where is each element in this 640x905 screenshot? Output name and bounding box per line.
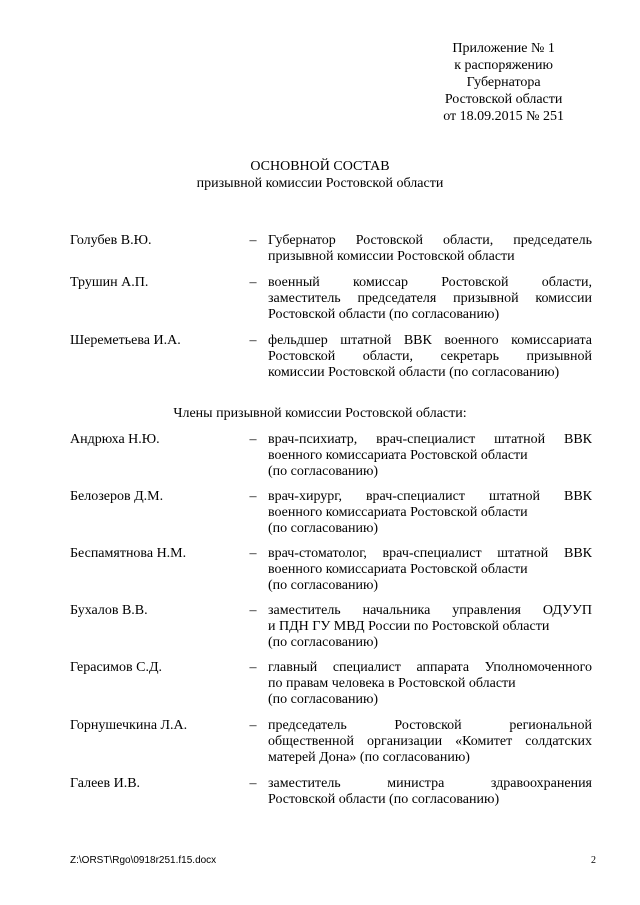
- person-position: [268, 718, 592, 766]
- person-name: Трушин А.П.: [70, 275, 149, 290]
- document-title: [0, 158, 640, 192]
- title-main: ОСНОВНОЙ СОСТАВ: [250, 159, 390, 174]
- position-line: (по согласованию): [268, 521, 379, 536]
- position-line: фельдшер штатной ВВК военного комиссариата: [268, 333, 592, 348]
- person-position: [268, 233, 592, 265]
- person-position: [268, 776, 592, 808]
- position-line: военного комиссариата Ростовской области: [268, 505, 528, 520]
- dash-separator: –: [249, 603, 257, 618]
- position-line: призывной комиссии Ростовской области: [268, 249, 515, 264]
- position-line: заместитель председателя призывной комиссии: [268, 291, 592, 306]
- person-name: Голубев В.Ю.: [70, 233, 152, 248]
- dash-separator: –: [249, 432, 257, 447]
- position-line: общественной организации «Комитет солдатских: [268, 734, 592, 749]
- position-line: военного комиссариата Ростовской области: [268, 562, 528, 577]
- person-name: Шереметьева И.А.: [70, 333, 181, 348]
- person-name: Белозеров Д.М.: [70, 489, 164, 504]
- person-name: Герасимов С.Д.: [70, 660, 163, 675]
- position-line: Ростовской области, секретарь призывной: [268, 349, 592, 364]
- person-name: Бухалов В.В.: [70, 603, 148, 618]
- dash-separator: –: [249, 546, 257, 561]
- appendix-line: от 18.09.2015 № 251: [443, 109, 564, 124]
- person-position: [268, 432, 592, 480]
- members-heading: Члены призывной комиссии Ростовской области:: [173, 406, 467, 421]
- appendix-line: Ростовской области: [444, 92, 563, 107]
- position-line: (по согласованию): [268, 578, 379, 593]
- position-line: заместитель министра здравоохранения: [268, 776, 592, 791]
- person-position: [268, 603, 592, 651]
- person-position: [268, 489, 592, 537]
- position-line: врач-стоматолог, врач-специалист штатной ВВК: [268, 546, 592, 561]
- position-line: (по согласованию): [268, 692, 379, 707]
- page-number: 2: [591, 855, 596, 866]
- person-name: Андрюха Н.Ю.: [70, 432, 160, 447]
- position-line: и ПДН ГУ МВД России по Ростовской области: [268, 619, 550, 634]
- dash-separator: –: [249, 489, 257, 504]
- person-name: Галеев И.В.: [70, 776, 141, 791]
- person-position: [268, 546, 592, 594]
- person-position: [268, 333, 592, 381]
- position-line: председатель Ростовской региональной: [268, 718, 592, 733]
- person-name: Горнушечкина Л.А.: [70, 718, 188, 733]
- position-line: матерей Дона» (по согласованию): [268, 750, 470, 765]
- footer-file-path: Z:\ORST\Rgo\0918r251.f15.docx: [70, 855, 217, 866]
- appendix-line: Приложение № 1: [452, 41, 555, 56]
- person-position: [268, 275, 592, 323]
- title-sub: призывной комиссии Ростовской области: [196, 176, 444, 191]
- position-line: по правам человека в Ростовской области: [268, 676, 516, 691]
- position-line: Ростовской области (по согласованию): [268, 307, 500, 322]
- position-line: (по согласованию): [268, 635, 379, 650]
- position-line: врач-психиатр, врач-специалист штатной ВВК: [268, 432, 592, 447]
- person-position: [268, 660, 592, 708]
- position-line: главный специалист аппарата Уполномоченного: [268, 660, 592, 675]
- position-line: (по согласованию): [268, 464, 379, 479]
- dash-separator: –: [249, 776, 257, 791]
- dash-separator: –: [249, 233, 257, 248]
- appendix-block: [443, 40, 564, 125]
- position-line: Ростовской области (по согласованию): [268, 792, 500, 807]
- dash-separator: –: [249, 718, 257, 733]
- person-name: Беспамятнова Н.М.: [70, 546, 187, 561]
- appendix-line: к распоряжению: [454, 58, 553, 73]
- dash-separator: –: [249, 660, 257, 675]
- position-line: заместитель начальника управления ОДУУП: [268, 603, 592, 618]
- dash-separator: –: [249, 333, 257, 348]
- position-line: Губернатор Ростовской области, председатель: [268, 233, 592, 248]
- position-line: военный комиссар Ростовской области,: [268, 275, 592, 290]
- appendix-line: Губернатора: [466, 75, 541, 90]
- position-line: комиссии Ростовской области (по согласованию): [268, 365, 560, 380]
- position-line: военного комиссариата Ростовской области: [268, 448, 528, 463]
- dash-separator: –: [249, 275, 257, 290]
- position-line: врач-хирург, врач-специалист штатной ВВК: [268, 489, 592, 504]
